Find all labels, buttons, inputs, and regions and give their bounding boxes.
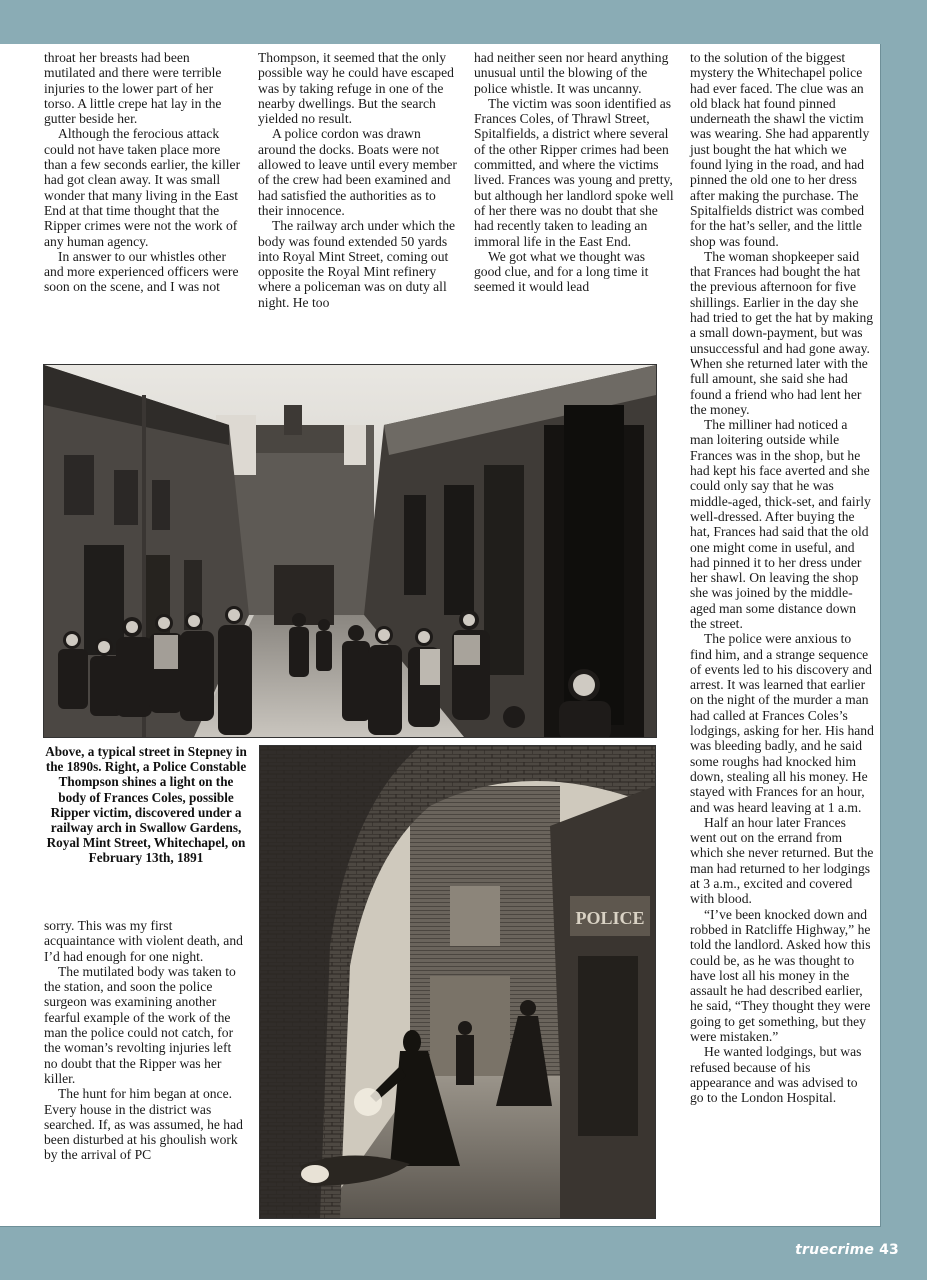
paragraph: We got what we thought was good clue, and for a long time it seemed it would lead: [474, 248, 649, 295]
railway-arch-engraving: [259, 745, 656, 1219]
street-photograph: [43, 364, 657, 738]
paragraph: Thompson, it seemed that the only possible way he could have escaped was by taking refuge in one of the nearby dwellings. But the search yielded no result.: [258, 50, 454, 127]
paragraph: The hunt for him began at once. Every house in the district was searched. If, as was assumed, he had been disturbed at his ghoulish work by the arrival of PC: [44, 1086, 243, 1163]
paragraph: Although the ferocious attack could not have taken place more than a few seconds earlier, the killer had got clean away. It was small wonder that many living in the East End at that time thought that the Ripper crimes were not the work of any human agency.: [44, 126, 241, 249]
paragraph: sorry. This was my first acquaintance with violent death, and I’d had enough for one night.: [44, 918, 243, 964]
column-4: [690, 50, 874, 1105]
column-2-top: [258, 50, 458, 310]
paragraph: “I’ve been knocked down and robbed in Ratcliffe Highway,” he told the landlord. Asked how this could be, as he was thought to have lost all his money in the assault he had described earlier, he said, “They thought they were going to get something, but they were mistaken.”: [690, 906, 871, 1044]
paragraph: The woman shopkeeper said that Frances had bought the hat the previous afternoon for five shillings. Earlier in the day she had tried to get the hat by making a small down-payment, but was unsuccessful and had gone away. When she returned later with the full amount, she said she had found a friend who had lent her the money.: [690, 248, 874, 417]
brand-logo: truecrime: [795, 1242, 875, 1258]
page-footer: [795, 1242, 899, 1258]
paragraph: The milliner had noticed a man loitering outside while Frances was in the shop, but he had kept his face averted and she could only say that he was middle-aged, thick-set, and fairly well-dressed. After buying the hat, Frances had said that the old one might come in useful, and had pinned it to her dress under her shawl. On leaving the shop she was joined by the middle-aged man some distance down the street.: [690, 417, 871, 631]
paragraph: had neither seen nor heard anything unusual until the blowing of the police whistle. It was uncanny.: [474, 50, 669, 96]
page-number: 43: [879, 1242, 899, 1258]
paragraph: The railway arch under which the body was found extended 50 yards into Royal Mint Street, coming out opposite the Royal Mint refinery where a policeman was on duty all night. He too: [258, 218, 456, 310]
column-3-top: [474, 50, 674, 295]
paragraph: to the solution of the biggest mystery the Whitechapel police had ever faced. The clue was an old black hat found pinned underneath the shawl the victim was wearing. She had apparently just bought the hat which we found lying in the road, and had pinned the old one to her dress after making the purchase. The Spitalfields district was combed for the hat’s seller, and the little shop was found.: [690, 50, 870, 249]
photo-caption: Above, a typical street in Stepney in the 1890s. Right, a Police Constable Thompson shines a light on the body of Frances Coles, possible Ripper victim, discovered under a railway arch in Swallow Gardens, Royal Mint Street, Whitechapel, on February 13th, 1891: [45, 744, 247, 866]
police-sign: POLICE: [575, 908, 645, 928]
paragraph: The mutilated body was taken to the station, and soon the police surgeon was examining another fearful example of the work of the man the police could not catch, for the woman’s revolting injuries left no doubt that the Ripper was her killer.: [44, 963, 236, 1086]
paragraph: The police were anxious to find him, and a strange sequence of events led to his discovery and arrest. It was learned that earlier on the night of the murder a man had called at Frances Coles’s lodgings, asking for her. His hand was bleeding badly, and he said some roughs had knocked him down, stealing all his money. He stayed with Frances for an hour, and was heard leaving at 1 a.m.: [690, 631, 874, 815]
paragraph: He wanted lodgings, but was refused because of his appearance and was advised to go to the London Hospital.: [690, 1044, 862, 1106]
column-1-bottom: [44, 918, 244, 1163]
paragraph: Half an hour later Frances went out on the errand from which she never returned. But the man had returned to her lodgings at 3 a.m., excited and covered with blood.: [690, 814, 874, 907]
paragraph: In answer to our whistles other and more experienced officers were soon on the scene, and I was not: [44, 248, 239, 295]
paragraph: The victim was soon identified as Frances Coles, of Thrawl Street, Spitalfields, a district where several of the other Ripper crimes had been committed, and where the victims lived. Frances was young and pretty, but although her landlord spoke well of her there was no doubt that she had recently taken to leading an immoral life in the East End.: [474, 95, 674, 249]
paragraph: A police cordon was drawn around the docks. Boats were not allowed to leave until every member of the crew had been examined and had satisfied the authorities as to their innocence.: [258, 126, 457, 218]
paragraph: throat her breasts had been mutilated and there were terrible injuries to the lower part of her torso. A little crepe hat lay in the gutter beside her.: [44, 50, 222, 127]
column-1-top: [44, 50, 244, 295]
